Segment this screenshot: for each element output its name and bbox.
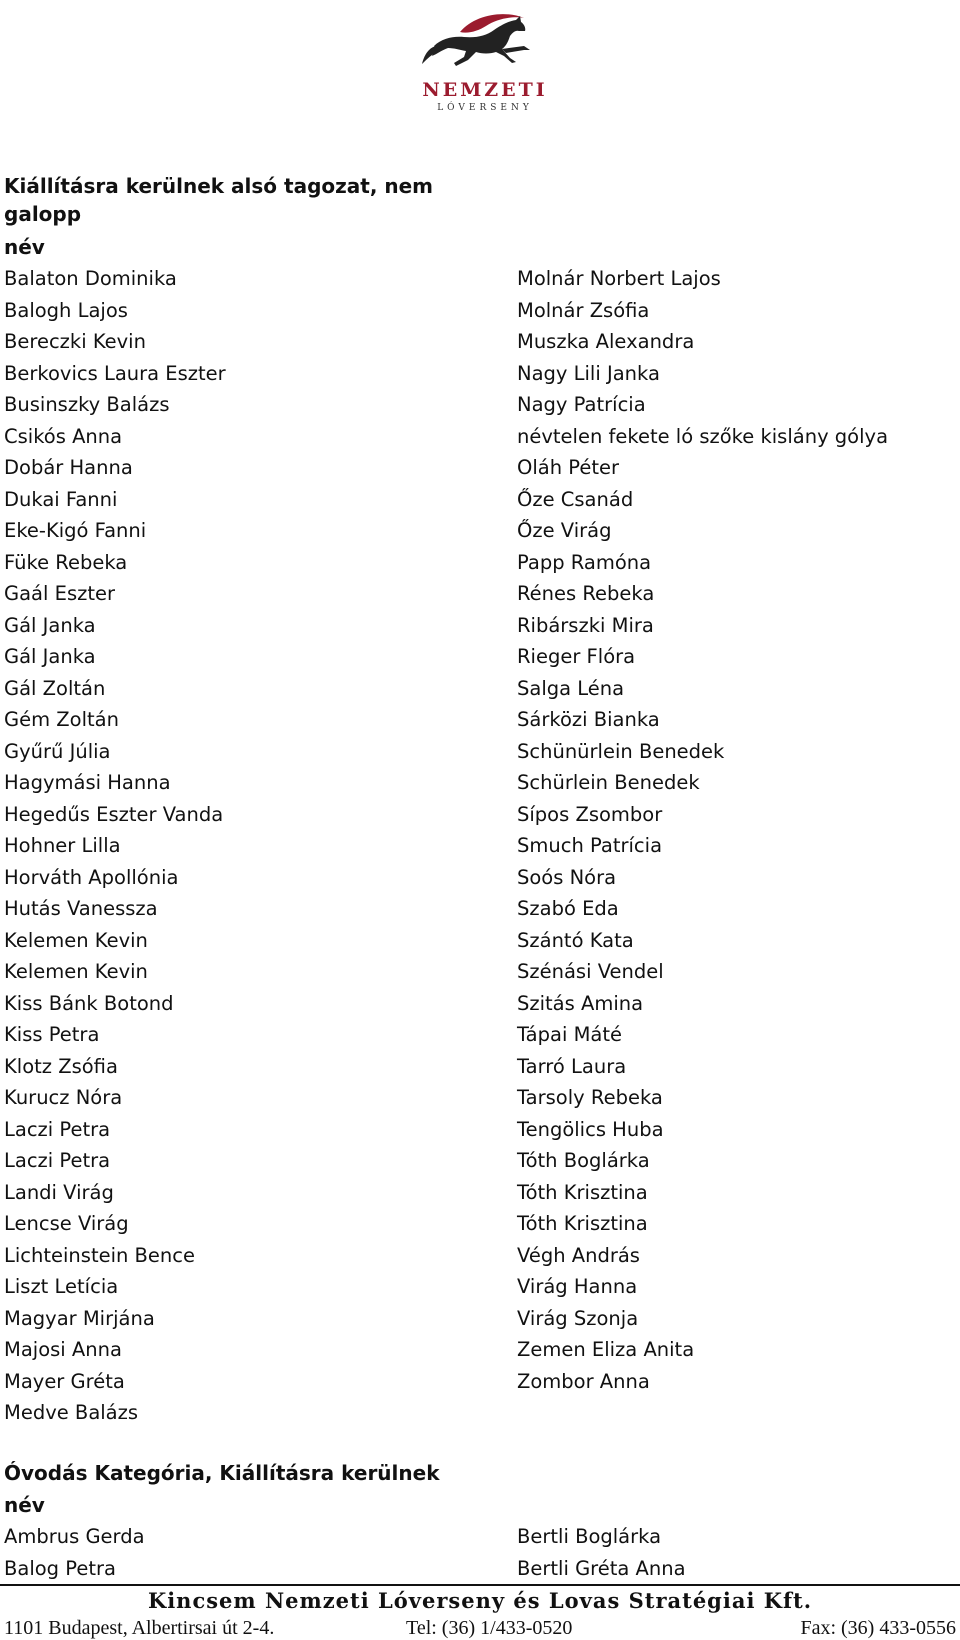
section1-title-line1: Kiállításra kerülnek alsó tagozat, nem (4, 174, 434, 198)
footer-company: Kincsem Nemzeti Lóverseny és Lovas Stratégiai Kft. (147, 1588, 813, 1613)
section1-left-list (4, 263, 226, 1429)
list-item: Sípos Zsombor (517, 802, 663, 826)
list-item: Rénes Rebeka (517, 582, 655, 605)
list-item: Schürlein Benedek (517, 771, 700, 794)
list-item: Bereczki Kevin (4, 330, 146, 353)
list-item: Molnár Norbert Lajos (517, 267, 721, 290)
list-item: Gál Janka (4, 613, 96, 637)
footer-tel: Tel: (36) 1/433-0520 (406, 1617, 573, 1639)
section2-left-list (4, 1521, 145, 1584)
logo-name: NEMZETI (422, 79, 548, 101)
list-item: Hohner Lilla (4, 834, 121, 857)
list-item: Muszka Alexandra (517, 330, 695, 353)
list-item: Kiss Bánk Botond (4, 991, 174, 1015)
list-item: Zombor Anna (517, 1369, 650, 1393)
list-item: Hutás Vanessza (4, 897, 158, 920)
list-item: Hegedűs Eszter Vanda (4, 802, 224, 826)
list-item: Landi Virág (4, 1180, 114, 1204)
list-item: Balog Petra (4, 1556, 116, 1580)
list-item: Eke-Kigó Fanni (4, 519, 147, 542)
list-item: Businszky Balázs (4, 393, 170, 416)
list-item: Bertli Gréta Anna (517, 1556, 686, 1580)
section1-title-line2: galopp (4, 202, 82, 226)
list-item: Soós Nóra (517, 865, 617, 889)
list-item: Szabó Eda (517, 897, 619, 920)
list-item: Tápai Máté (517, 1023, 622, 1046)
list-item: Gyűrű Júlia (4, 739, 111, 763)
list-item: Ribárszki Mira (517, 613, 654, 637)
list-item: Horváth Apollónia (4, 865, 179, 889)
list-item: Gál Janka (4, 645, 96, 668)
list-item: Mayer Gréta (4, 1369, 125, 1393)
list-item: Schünürlein Benedek (517, 739, 725, 763)
list-item: Bertli Boglárka (517, 1525, 662, 1548)
list-item: Virág Hanna (517, 1275, 638, 1298)
list-item: Rieger Flóra (517, 645, 636, 668)
list-item: Smuch Patrícia (517, 834, 663, 857)
list-item: Oláh Péter (517, 456, 619, 479)
section2-column-header: név (4, 1493, 45, 1517)
list-item: Gém Zoltán (4, 708, 119, 731)
list-item: Kurucz Nóra (4, 1086, 123, 1109)
horse-icon (420, 6, 550, 76)
list-item: Papp Ramóna (517, 550, 652, 574)
list-item: Nagy Patrícia (517, 393, 646, 416)
nemzeti-loverseny-logo (420, 6, 550, 118)
list-item: Klotz Zsófia (4, 1054, 118, 1078)
list-item: névtelen fekete ló szőke kislány gólya (517, 424, 889, 448)
list-item: Medve Balázs (4, 1401, 139, 1424)
list-item: Szénási Vendel (517, 960, 664, 983)
list-item: Tóth Boglárka (517, 1149, 650, 1172)
list-item: Tóth Krisztina (517, 1180, 648, 1204)
list-item: Liszt Letícia (4, 1275, 119, 1298)
list-item: Molnár Zsófia (517, 298, 650, 322)
list-item: Dukai Fanni (4, 487, 118, 511)
list-item: Salga Léna (517, 676, 625, 700)
list-item: Szántó Kata (517, 928, 634, 952)
list-item: Kiss Petra (4, 1023, 100, 1046)
list-item: Laczi Petra (4, 1149, 111, 1172)
section2-title: Óvodás Kategória, Kiállításra kerülnek (4, 1461, 440, 1485)
list-item: Csikós Anna (4, 424, 123, 448)
list-item: Nagy Lili Janka (517, 361, 660, 385)
list-item: Sárközi Bianka (517, 708, 660, 731)
list-item: Gál Zoltán (4, 676, 106, 700)
list-item: Laczi Petra (4, 1117, 111, 1141)
list-item: Berkovics Laura Eszter (4, 361, 226, 385)
list-item: Majosi Anna (4, 1338, 122, 1361)
footer (0, 1584, 960, 1639)
list-item: Őze Csanád (517, 487, 634, 511)
list-item: Füke Rebeka (4, 550, 128, 574)
list-item: Őze Virág (517, 519, 612, 542)
list-item: Kelemen Kevin (4, 928, 148, 952)
list-item: Ambrus Gerda (4, 1525, 145, 1548)
list-item: Szitás Amina (517, 991, 644, 1015)
logo-subtitle: LÓVERSENY (437, 103, 533, 113)
list-item: Végh András (517, 1243, 640, 1267)
list-item: Gaál Eszter (4, 582, 116, 605)
list-item: Tarsoly Rebeka (517, 1086, 663, 1109)
list-item: Kelemen Kevin (4, 960, 148, 983)
section1-column-header: név (4, 235, 45, 259)
footer-fax: Fax: (36) 433-0556 (800, 1617, 956, 1639)
list-item: Balaton Dominika (4, 267, 177, 290)
section2-right-list (517, 1521, 686, 1584)
list-item: Magyar Mirjána (4, 1306, 155, 1330)
footer-address: 1101 Budapest, Albertirsai út 2-4. (4, 1617, 275, 1639)
list-item: Virág Szonja (517, 1306, 639, 1330)
list-item: Zemen Eliza Anita (517, 1338, 695, 1361)
list-item: Hagymási Hanna (4, 771, 171, 794)
list-item: Balogh Lajos (4, 298, 128, 322)
list-item: Tarró Laura (517, 1054, 627, 1078)
section1-right-list (517, 263, 888, 1397)
list-item: Tengölics Huba (517, 1117, 664, 1141)
list-item: Lencse Virág (4, 1212, 129, 1235)
list-item: Dobár Hanna (4, 456, 133, 479)
list-item: Tóth Krisztina (517, 1212, 648, 1235)
list-item: Lichteinstein Bence (4, 1243, 196, 1267)
